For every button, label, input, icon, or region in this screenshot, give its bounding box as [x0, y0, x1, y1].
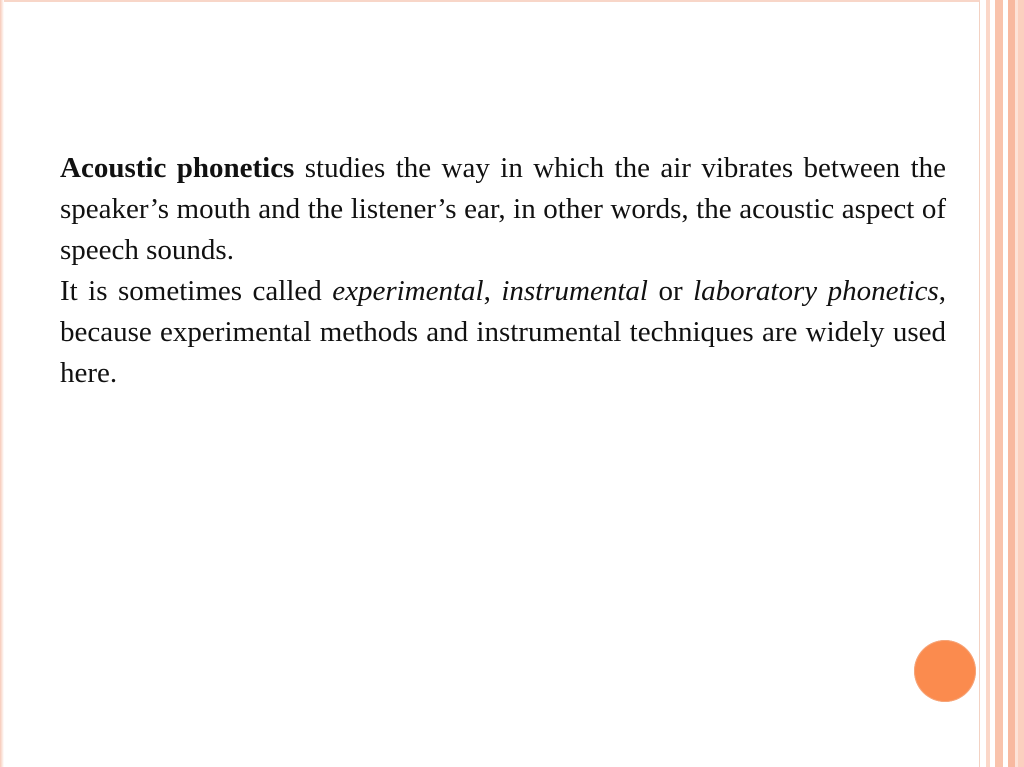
lead-text: It is sometimes called	[60, 275, 333, 307]
left-border	[0, 0, 4, 767]
paragraph-alternative-names	[60, 271, 946, 394]
term-instrumental: instrumental	[501, 275, 648, 307]
explanation-text: , because experimental methods and instrumental techniques are widely used here.	[60, 275, 946, 389]
term-acoustic-phonetics: Acoustic phonetics	[60, 152, 295, 184]
term-experimental: experimental	[332, 275, 484, 307]
stripe	[1008, 0, 1015, 767]
paragraph-definition	[60, 148, 946, 271]
orange-circle-decoration	[914, 640, 976, 702]
stripe	[995, 0, 1003, 767]
right-decorative-stripes	[980, 0, 1024, 767]
slide-body	[60, 148, 946, 394]
stripe	[1018, 0, 1024, 767]
separator: ,	[483, 275, 502, 307]
definition-text: studies the way in which the air vibrates between the speaker’s mouth and the listener’s ear, in other words, the acoustic aspect of speech sounds.	[60, 152, 946, 266]
separator: or	[647, 275, 694, 307]
term-laboratory-phonetics: laboratory phonetics	[693, 275, 939, 307]
